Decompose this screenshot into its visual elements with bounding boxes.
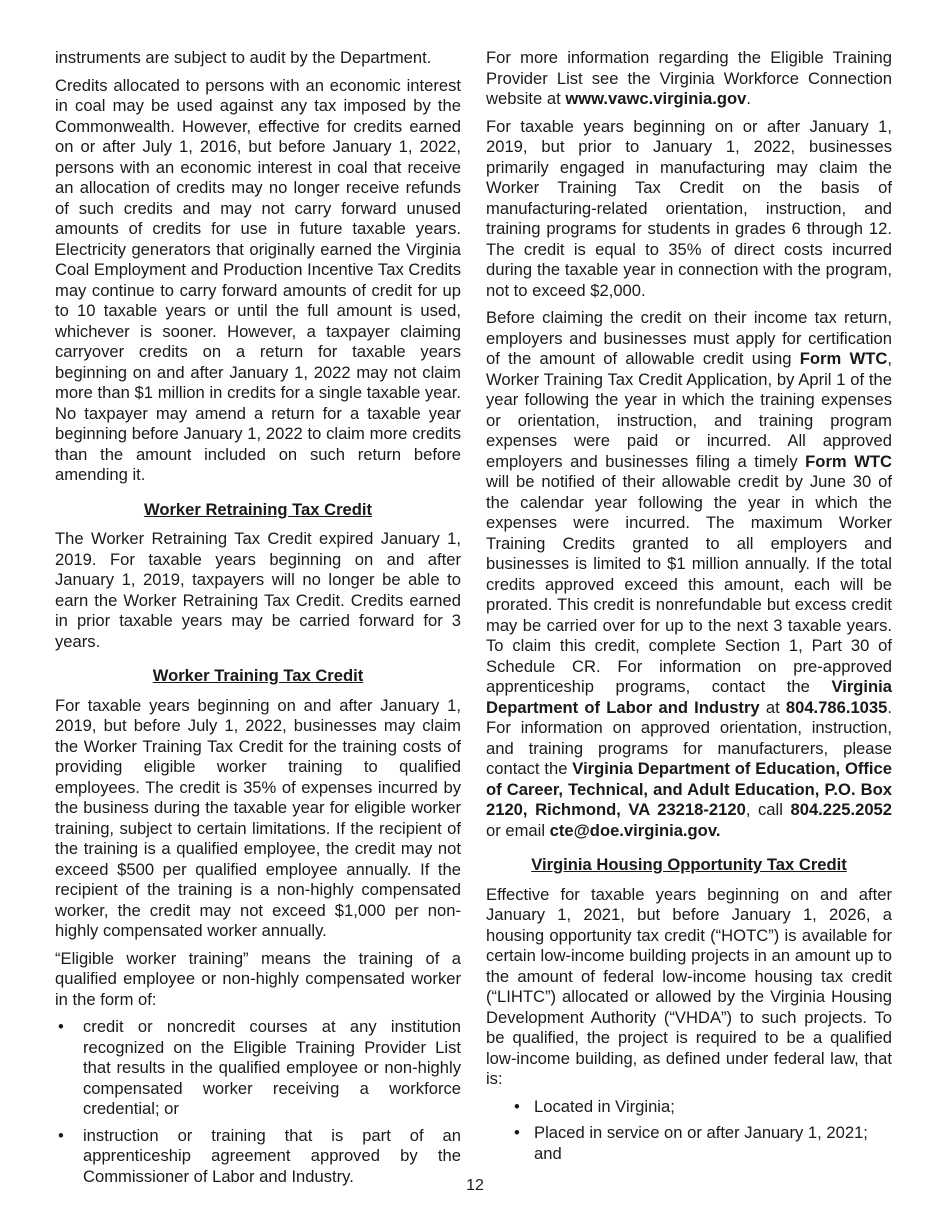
paragraph-form-wtc: Before claiming the credit on their income tax return, employers and businesses must apply for certification of the amount of allowable credit using Form WTC, Worker Training Tax Credit Application, by April 1 of the year following the year in which the training expenses or orientation, instruction, and training program expenses were paid or incurred. All approved employers and businesses filing a timely Form WTC will be notified of their allowable credit by June 30 of the calendar year following the year in which the expenses were incurred. The maximum Worker Training Credits granted to all employers and businesses is limited to $1 million annually. If the total credits approved exceed this amount, each will be prorated. This credit is nonrefundable but excess credit may be carried over for up to the next 3 taxable years. To claim this credit, complete Section 1, Part 30 of Schedule CR. For information on pre-approved apprenticeship programs, contact the Virginia Department of Labor and Industry at 804.786.1035. For information on approved orientation, instruction, and training programs for manufacturers, please contact the Virginia Department of Education, Office of Career, Technical, and Adult Education, P.O. Box 2120, Richmond, VA 23218-2120, call 804.225.2052 or email cte@doe.virginia.gov. — [486, 308, 893, 840]
heading-housing-opportunity: Virginia Housing Opportunity Tax Credit — [531, 855, 847, 874]
list-item: • Located in Virginia; — [514, 1097, 892, 1118]
paragraph-worker-retraining: The Worker Retraining Tax Credit expired January 1, 2019. For taxable years beginning on and after January 1, 2019, taxpayers will no longer be able to earn the Worker Retraining Tax Credit. Credits earned in prior taxable years may be carried forward for 3 years. — [55, 529, 461, 651]
paragraph-vawc: For more information regarding the Eligible Training Provider List see the Virginia Workforce Connection website at www.vawc.virginia.gov. — [486, 48, 892, 108]
email-link[interactable]: cte@doe.virginia.gov. — [549, 820, 721, 840]
paragraph-manufacturing: For taxable years beginning on or after January 1, 2019, but prior to January 1, 2022, businesses primarily engaged in manufacturing may claim the Worker Training Tax Credit on the basis of manufacturing-related orientation, instruction, and training programs for students in grades 6 through 12. The credit is equal to 35% of direct costs incurred during the taxable year in connection with the program, not to exceed $2,000. — [486, 116, 892, 300]
heading-worker-retraining: Worker Retraining Tax Credit — [143, 499, 373, 519]
list-item: • Placed in service on or after January 1, 2021; and — [514, 1123, 892, 1164]
paragraph-housing-opportunity: Effective for taxable years beginning on and after January 1, 2021, but before January 1, 2026, a housing opportunity tax credit (“HOTC”) is available for certain low-income building projects in an amount up to the amount of federal low-income housing tax credit (“LIHTC”) allocated or allowed by the Virginia Housing Development Authority (“VHDA”) to such projects. To be qualified, the project is required to be a qualified low-income building, as defined under federal law, that is: — [486, 884, 892, 1088]
heading-worker-training: Worker Training Tax Credit — [152, 666, 364, 685]
page-number: 12 — [466, 1177, 484, 1194]
left-column — [55, 48, 461, 1193]
housing-criteria-list — [486, 1097, 892, 1165]
right-column — [486, 48, 892, 1170]
list-item: • instruction or training that is part of an apprenticeship agreement approved by the Commissioner of Labor and Industry. — [55, 1126, 461, 1188]
paragraph-eligible-training: “Eligible worker training” means the training of a qualified employee or non-highly compensated worker in the form of: — [55, 948, 461, 1009]
paragraph-coal-credits: Credits allocated to persons with an economic interest in coal may be used against any tax imposed by the Commonwealth. However, effective for credits earned on or after July 1, 2016, but before January 1, 2022, persons with an economic interest in coal that receive an allocation of credits may no longer receive refunds of such credits and may not carry forward unused amounts of credits for use in future taxable years. Electricity generators that originally earned the Virginia Coal Employment and Production Incentive Tax Credits may continue to carry forward amounts of credit for up to 10 taxable years or until the full amount is used, whichever is sooner. However, a taxpayer claiming carryover credits on a return for taxable years beginning on and after January 1, 2022 may not claim more than $1 million in credits for a single taxable year. No taxpayer may amend a return for a taxable year beginning before January 1, 2022 to claim more credits than the amount included on such return before amending it. — [55, 75, 461, 484]
list-item: • credit or noncredit courses at any institution recognized on the Eligible Training Provider List that results in the qualified employee or non-highly compensated worker receiving a workforce credential; or — [55, 1017, 461, 1120]
paragraph-worker-training: For taxable years beginning on and after January 1, 2019, but before July 1, 2022, businesses may claim the Worker Training Tax Credit for the training costs of providing eligible worker training to qualified employees. The credit is 35% of expenses incurred by the business during the taxable year for eligible worker training, subject to certain limitations. If the recipient of the training is a qualified employee, the credit may not exceed $500 per qualified employee annually. If the recipient of the training is a non-highly compensated worker, the credit may not exceed $1,000 per non-highly compensated worker annually. — [55, 695, 461, 940]
eligible-training-list — [55, 1017, 461, 1187]
paragraph-intro: instruments are subject to audit by the Department. — [55, 48, 432, 67]
vawc-link[interactable]: www.vawc.virginia.gov — [565, 89, 747, 108]
